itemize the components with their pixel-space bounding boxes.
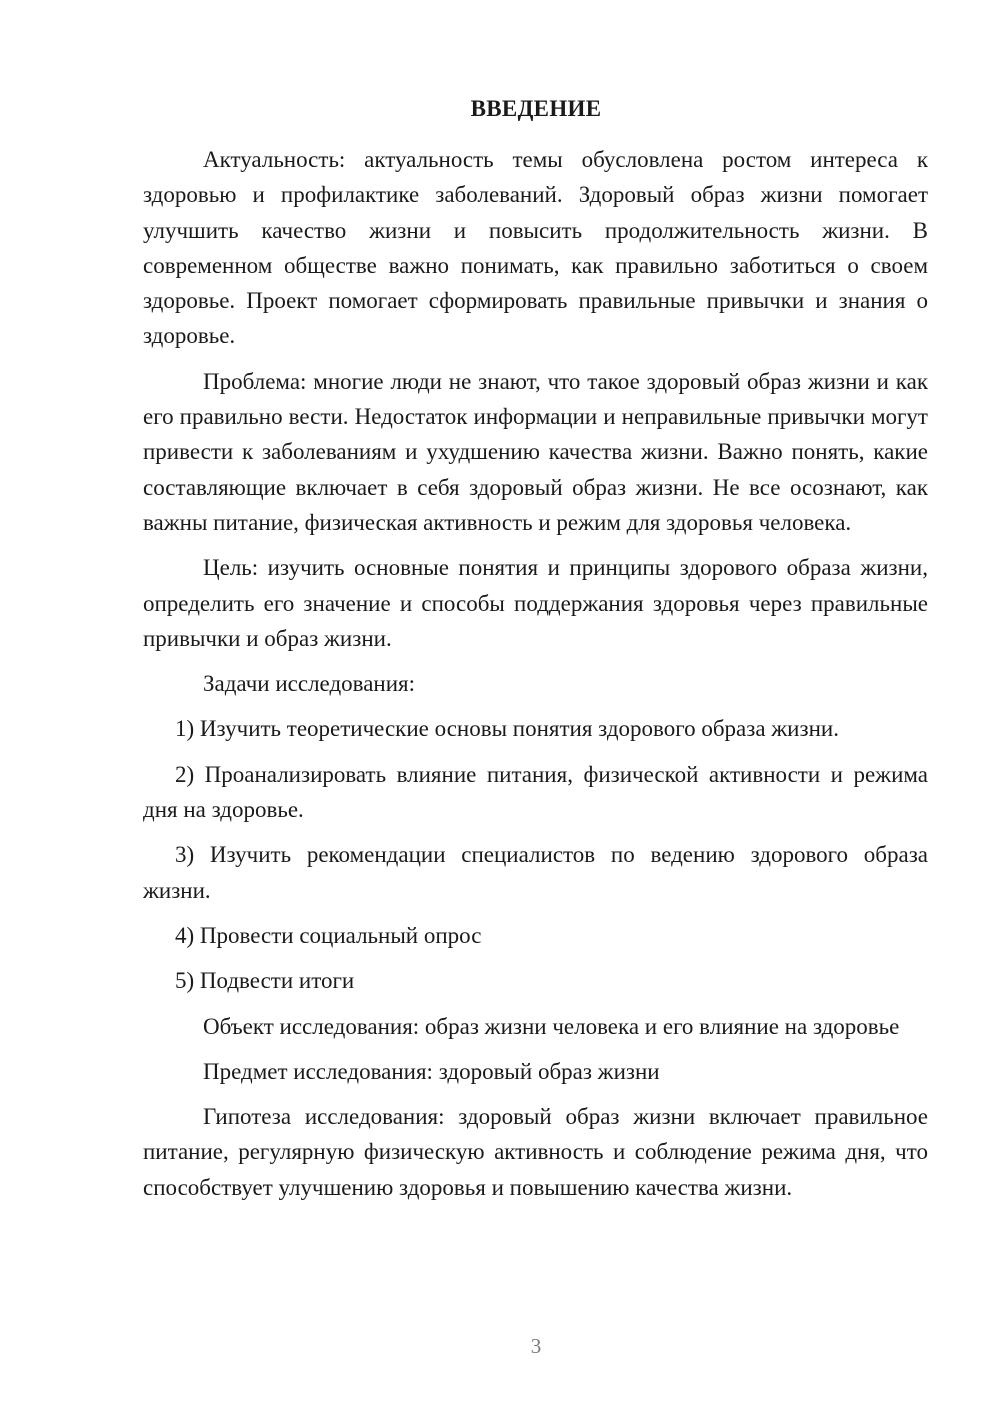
paragraph-relevance: Актуальность: актуальность темы обусловлена ростом интереса к здоровью и профилактике заболеваний. Здоровый образ жизни помогает улучшить качество жизни и повысить продолжительность жизни. В современном обществе важно понимать, как правильно заботиться о своем здоровье. Проект помогает сформировать правильные привычки и знания о здоровье.	[143, 147, 928, 349]
task-item-4: 4) Провести социальный опрос	[175, 922, 482, 948]
paragraph-subject: Предмет исследования: здоровый образ жизни	[203, 1058, 660, 1084]
task-item-2: 2) Проанализировать влияние питания, физической активности и режима дня на здоровье.	[143, 761, 928, 823]
task-item-1: 1) Изучить теоретические основы понятия здорового образа жизни.	[175, 716, 839, 742]
page-number: 3	[530, 1334, 542, 1358]
tasks-heading: Задачи исследования:	[203, 671, 416, 697]
paragraph-object: Объект исследования: образ жизни человека и его влияние на здоровье	[203, 1013, 900, 1039]
task-item-5: 5) Подвести итоги	[175, 968, 355, 994]
paragraph-hypothesis: Гипотеза исследования: здоровый образ жизни включает правильное питание, регулярную физическую активность и соблюдение режима дня, что способствует улучшению здоровья и повышению качества жизни.	[143, 1104, 928, 1200]
paragraph-problem: Проблема: многие люди не знают, что такое здоровый образ жизни и как его правильно вести. Недостаток информации и неправильные привычки могут привести к заболеваниям и ухудшению качества жизни. Важно понять, какие составляющие включает в себя здоровый образ жизни. Не все осознают, как важны питание, физическая активность и режим для здоровья человека.	[143, 368, 928, 535]
task-item-3: 3) Изучить рекомендации специалистов по ведению здорового образа жизни.	[143, 842, 928, 903]
page-title: ВВЕДЕНИЕ	[470, 96, 602, 121]
paragraph-goal: Цель: изучить основные понятия и принципы здорового образа жизни, определить его значение и способы поддержания здоровья через правильные привычки и образ жизни.	[143, 555, 928, 651]
document-body	[143, 142, 928, 1215]
